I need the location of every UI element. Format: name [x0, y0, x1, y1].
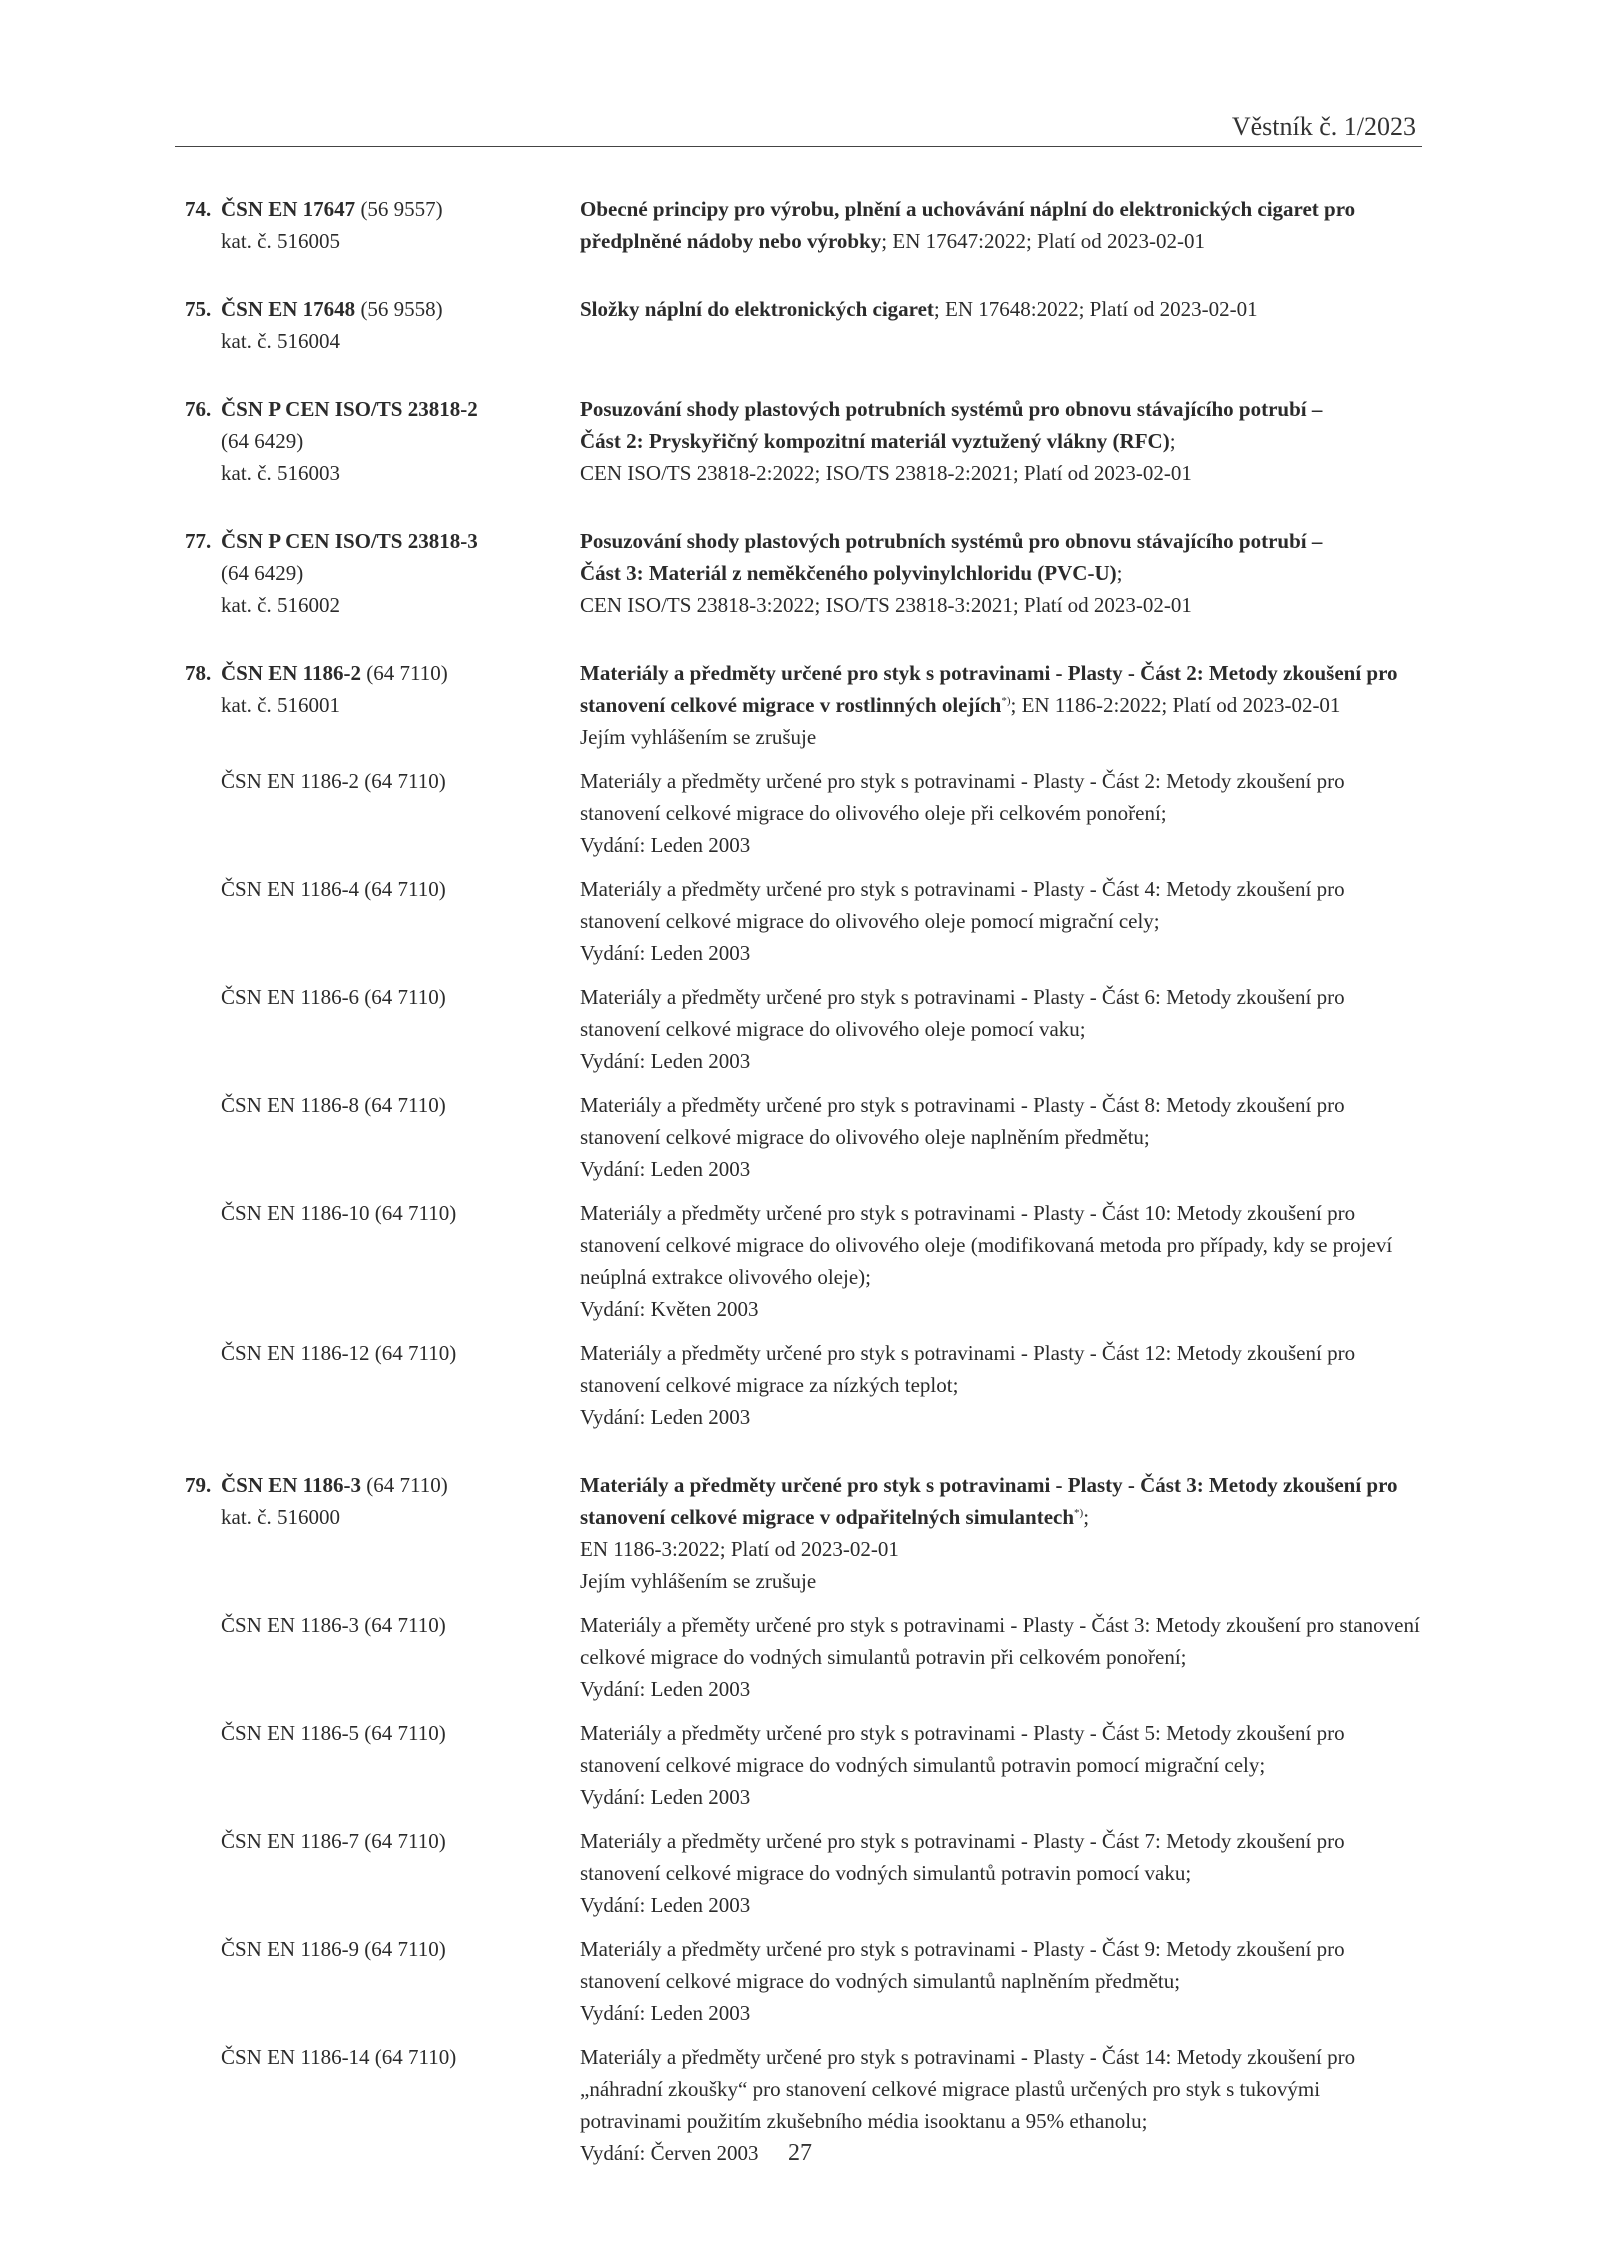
replaced-standard — [185, 981, 1425, 1077]
standard-code: ČSN P CEN ISO/TS 23818-3 — [221, 529, 478, 553]
replaced-standard — [185, 1337, 1425, 1433]
standard-title: Posuzování shody plastových potrubních systémů pro obnovu stávajícího potrubí – — [580, 529, 1323, 553]
standard-title: Složky náplní do elektronických cigaret — [580, 297, 934, 321]
replaced-title: Materiály a předměty určené pro styk s potravinami - Plasty - Část 2: Metody zkoušení pro stanovení celkové migrace do olivového oleje při celkovém ponoření; — [580, 769, 1345, 825]
replaced-code: ČSN EN 1186-5 (64 7110) — [221, 1721, 446, 1745]
entry-description — [580, 393, 1425, 489]
class-code: (64 7110) — [366, 1473, 448, 1497]
issue-date: Vydání: Leden 2003 — [580, 1893, 751, 1917]
replaced-standard — [185, 1933, 1425, 2029]
replaced-description — [580, 1717, 1425, 1813]
replaced-description — [580, 765, 1425, 861]
page-header — [175, 110, 1422, 147]
standard-references: CEN ISO/TS 23818-2:2022; ISO/TS 23818-2:2021; Platí od 2023-02-01 — [580, 461, 1192, 485]
issue-date: Vydání: Leden 2003 — [580, 2001, 751, 2025]
entry-number: 75. — [185, 297, 212, 321]
replaced-code: ČSN EN 1186-12 (64 7110) — [221, 1341, 457, 1365]
issue-date: Vydání: Leden 2003 — [580, 1049, 751, 1073]
entry-description — [580, 293, 1425, 357]
replaced-description — [580, 1933, 1425, 2029]
replaced-code: ČSN EN 1186-8 (64 7110) — [221, 1093, 446, 1117]
replaced-title: Materiály a předměty určené pro styk s potravinami - Plasty - Část 6: Metody zkoušení pro stanovení celkové migrace do olivového oleje pomocí vaku; — [580, 985, 1345, 1041]
standard-title-part: Část 2: Pryskyřičný kompozitní materiál vyztužený vlákny (RFC) — [580, 429, 1170, 453]
replaced-title: Materiály a předměty určené pro styk s potravinami - Plasty - Část 8: Metody zkoušení pro stanovení celkové migrace do olivového oleje naplněním předmětu; — [580, 1093, 1345, 1149]
replaced-description — [580, 873, 1425, 969]
standard-entry-76 — [185, 393, 1425, 489]
standard-details: ; — [1169, 429, 1176, 453]
replaced-standard — [185, 1197, 1425, 1325]
entry-identifier — [185, 1469, 580, 1597]
replaced-standard — [185, 765, 1425, 861]
replaced-description — [580, 1825, 1425, 1921]
entry-number: 79. — [185, 1473, 212, 1497]
withdrawn-note: Jejím vyhlášením se zrušuje — [580, 725, 817, 749]
replaced-title: Materiály a předměty určené pro styk s potravinami - Plasty - Část 12: Metody zkoušení pro stanovení celkové migrace za nízkých teplot; — [580, 1341, 1356, 1397]
issue-date: Vydání: Leden 2003 — [580, 1785, 751, 1809]
standard-entry-79 — [185, 1469, 1425, 2169]
replaced-code: ČSN EN 1186-7 (64 7110) — [221, 1829, 446, 1853]
entry-description — [580, 1469, 1425, 1597]
replaced-title: Materiály a přeměty určené pro styk s potravinami - Plasty - Část 3: Metody zkoušení pro stanovení celkové migrace do vodných simulantů potravin při celkovém ponoření; — [580, 1613, 1420, 1669]
standard-entry-77 — [185, 525, 1425, 621]
replaced-code: ČSN EN 1186-9 (64 7110) — [221, 1937, 446, 1961]
issue-date: Vydání: Květen 2003 — [580, 1297, 759, 1321]
replaced-title: Materiály a předměty určené pro styk s potravinami - Plasty - Část 5: Metody zkoušení pro stanovení celkové migrace do vodných simulantů potravin pomocí migrační cely; — [580, 1721, 1345, 1777]
standards-list — [185, 193, 1425, 2205]
class-code: (56 9558) — [360, 297, 443, 321]
entry-identifier — [185, 193, 580, 257]
entry-identifier — [185, 525, 580, 621]
issue-date: Vydání: Leden 2003 — [580, 1677, 751, 1701]
entry-identifier — [185, 293, 580, 357]
issue-date: Vydání: Leden 2003 — [580, 1405, 751, 1429]
replaced-description — [580, 1337, 1425, 1433]
catalog-number: kat. č. 516000 — [221, 1505, 340, 1529]
replaced-standard — [185, 873, 1425, 969]
replaced-code: ČSN EN 1186-10 (64 7110) — [221, 1201, 457, 1225]
replaced-standard — [185, 1089, 1425, 1185]
replaced-standard — [185, 1609, 1425, 1705]
page-number: 27 — [788, 2140, 812, 2166]
entry-description — [580, 525, 1425, 621]
issue-date: Vydání: Červen 2003 — [580, 2141, 759, 2165]
entry-number: 76. — [185, 397, 212, 421]
replaced-description — [580, 1609, 1425, 1705]
entry-number: 77. — [185, 529, 212, 553]
entry-identifier — [185, 657, 580, 753]
replaced-title: Materiály a předměty určené pro styk s potravinami - Plasty - Část 9: Metody zkoušení pro stanovení celkové migrace do vodných simulantů naplněním předmětu; — [580, 1937, 1345, 1993]
entry-main — [185, 1469, 1425, 1597]
standard-details: ; EN 1186-2:2022; Platí od 2023-02-01 — [1010, 693, 1341, 717]
standard-references: EN 1186-3:2022; Platí od 2023-02-01 — [580, 1537, 899, 1561]
class-code: (64 6429) — [221, 561, 304, 585]
withdrawn-note: Jejím vyhlášením se zrušuje — [580, 1569, 817, 1593]
standard-title-part: Část 3: Materiál z neměkčeného polyvinylchloridu (PVC-U) — [580, 561, 1117, 585]
catalog-number: kat. č. 516004 — [221, 329, 340, 353]
entry-description — [580, 657, 1425, 753]
standard-code: ČSN EN 17647 — [221, 197, 356, 221]
entry-main — [185, 657, 1425, 753]
class-code: (56 9557) — [360, 197, 443, 221]
standard-entry-78 — [185, 657, 1425, 1433]
journal-title: Věstník č. 1/2023 — [1231, 112, 1416, 141]
issue-date: Vydání: Leden 2003 — [580, 833, 751, 857]
catalog-number: kat. č. 516001 — [221, 693, 340, 717]
standard-entry-75 — [185, 293, 1425, 357]
replaced-title: Materiály a předměty určené pro styk s potravinami - Plasty - Část 14: Metody zkoušení pro „náhradní zkoušky“ pro stanovení celkové migrace plastů určených pro styk s tukovými potravinami použitím zkušebního média isooktanu a 95% ethanolu; — [580, 2045, 1356, 2133]
catalog-number: kat. č. 516005 — [221, 229, 340, 253]
standard-code: ČSN EN 1186-3 — [221, 1473, 362, 1497]
standard-details: ; EN 17648:2022; Platí od 2023-02-01 — [933, 297, 1258, 321]
standard-title: Posuzování shody plastových potrubních systémů pro obnovu stávajícího potrubí – — [580, 397, 1323, 421]
entry-number: 78. — [185, 661, 212, 685]
issue-date: Vydání: Leden 2003 — [580, 941, 751, 965]
catalog-number: kat. č. 516003 — [221, 461, 340, 485]
replaced-code: ČSN EN 1186-6 (64 7110) — [221, 985, 446, 1009]
footnote-marker: *) — [1001, 695, 1011, 707]
standard-title: Materiály a předměty určené pro styk s potravinami - Plasty - Část 2: Metody zkoušení pro stanovení celkové migrace v rostlinných olejích — [580, 661, 1398, 717]
replaced-description — [580, 1197, 1425, 1325]
replaced-title: Materiály a předměty určené pro styk s potravinami - Plasty - Část 7: Metody zkoušení pro stanovení celkové migrace do vodných simulantů potravin pomocí vaku; — [580, 1829, 1345, 1885]
footnote-marker: *) — [1074, 1507, 1084, 1519]
replaced-code: ČSN EN 1186-2 (64 7110) — [221, 769, 446, 793]
catalog-number: kat. č. 516002 — [221, 593, 340, 617]
standard-details: ; — [1116, 561, 1123, 585]
standard-details: ; — [1083, 1505, 1090, 1529]
issue-date: Vydání: Leden 2003 — [580, 1157, 751, 1181]
standard-details: ; EN 17647:2022; Platí od 2023-02-01 — [881, 229, 1206, 253]
class-code: (64 7110) — [366, 661, 448, 685]
replaced-code: ČSN EN 1186-3 (64 7110) — [221, 1613, 446, 1637]
standard-title: Materiály a předměty určené pro styk s potravinami - Plasty - Část 3: Metody zkoušení pro stanovení celkové migrace v odpařitelných simulantech — [580, 1473, 1398, 1529]
standard-code: ČSN P CEN ISO/TS 23818-2 — [221, 397, 478, 421]
standard-code: ČSN EN 1186-2 — [221, 661, 362, 685]
replaced-description — [580, 1089, 1425, 1185]
standard-entry-74 — [185, 193, 1425, 257]
replaced-title: Materiály a předměty určené pro styk s potravinami - Plasty - Část 10: Metody zkoušení pro stanovení celkové migrace do olivového oleje (modifikovaná metoda pro případy, kdy se projeví neúplná extrakce olivového oleje); — [580, 1201, 1393, 1289]
standard-references: CEN ISO/TS 23818-3:2022; ISO/TS 23818-3:2021; Platí od 2023-02-01 — [580, 593, 1192, 617]
replaced-code: ČSN EN 1186-4 (64 7110) — [221, 877, 446, 901]
standard-code: ČSN EN 17648 — [221, 297, 356, 321]
entry-identifier — [185, 393, 580, 489]
standard-title: Obecné principy pro výrobu, plnění a uchovávání náplní do elektronických cigaret pro předplněné nádoby nebo výrobky — [580, 197, 1356, 253]
entry-description — [580, 193, 1425, 257]
class-code: (64 6429) — [221, 429, 304, 453]
entry-number: 74. — [185, 197, 212, 221]
replaced-standard — [185, 1717, 1425, 1813]
replaced-description — [580, 981, 1425, 1077]
replaced-title: Materiály a předměty určené pro styk s potravinami - Plasty - Část 4: Metody zkoušení pro stanovení celkové migrace do olivového oleje pomocí migrační cely; — [580, 877, 1345, 933]
replaced-code: ČSN EN 1186-14 (64 7110) — [221, 2045, 457, 2069]
replaced-standard — [185, 1825, 1425, 1921]
